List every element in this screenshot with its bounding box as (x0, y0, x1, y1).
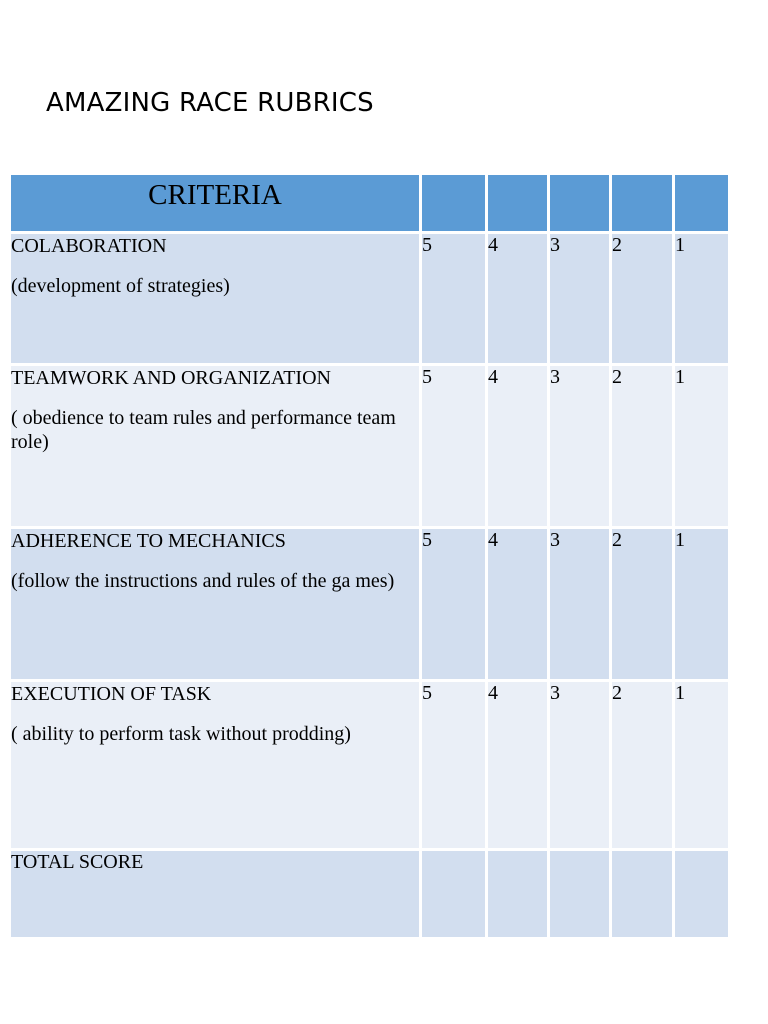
total-score-row (10, 850, 730, 939)
score-cell: 2 (611, 528, 674, 681)
criterion-cell (10, 681, 421, 850)
criterion-title: COLABORATION (11, 235, 167, 257)
score-cell: 4 (487, 681, 549, 850)
score-header-4 (487, 174, 549, 233)
criterion-title: ADHERENCE TO MECHANICS (11, 530, 286, 552)
total-score-cell (611, 850, 674, 939)
score-cell: 2 (611, 365, 674, 528)
score-cell: 3 (549, 365, 611, 528)
score-cell: 4 (487, 233, 549, 365)
score-header-5 (421, 174, 487, 233)
criterion-cell (10, 233, 421, 365)
score-cell: 1 (674, 681, 730, 850)
score-cell: 5 (421, 233, 487, 365)
criterion-title: EXECUTION OF TASK (11, 683, 212, 705)
score-cell: 1 (674, 233, 730, 365)
score-cell: 2 (611, 681, 674, 850)
table-row (10, 233, 730, 365)
score-cell: 1 (674, 365, 730, 528)
criterion-cell (10, 528, 421, 681)
score-header-3 (549, 174, 611, 233)
score-cell: 3 (549, 233, 611, 365)
table-row (10, 681, 730, 850)
total-score-cell (421, 850, 487, 939)
score-cell: 1 (674, 528, 730, 681)
total-score-label: TOTAL SCORE (10, 850, 421, 939)
criterion-description: (follow the instructions and rules of the ga mes) (11, 570, 395, 592)
score-cell: 4 (487, 528, 549, 681)
criterion-description: (development of strategies) (11, 275, 230, 297)
table-row (10, 365, 730, 528)
score-cell: 4 (487, 365, 549, 528)
criterion-description: ( obedience to team rules and performance team role) (11, 407, 396, 453)
total-score-cell (487, 850, 549, 939)
table-header-row (10, 174, 730, 233)
score-cell: 5 (421, 681, 487, 850)
score-cell: 3 (549, 681, 611, 850)
total-score-cell (549, 850, 611, 939)
score-header-2 (611, 174, 674, 233)
criterion-title: TEAMWORK AND ORGANIZATION (11, 367, 331, 389)
score-header-1 (674, 174, 730, 233)
criterion-cell (10, 365, 421, 528)
score-cell: 5 (421, 365, 487, 528)
criteria-header: CRITERIA (10, 174, 421, 233)
table-row (10, 528, 730, 681)
rubric-table (8, 172, 731, 940)
criterion-description: ( ability to perform task without prodding) (11, 723, 351, 745)
document-title: AMAZING RACE RUBRICS (46, 88, 374, 118)
score-cell: 2 (611, 233, 674, 365)
total-score-cell (674, 850, 730, 939)
score-cell: 5 (421, 528, 487, 681)
score-cell: 3 (549, 528, 611, 681)
